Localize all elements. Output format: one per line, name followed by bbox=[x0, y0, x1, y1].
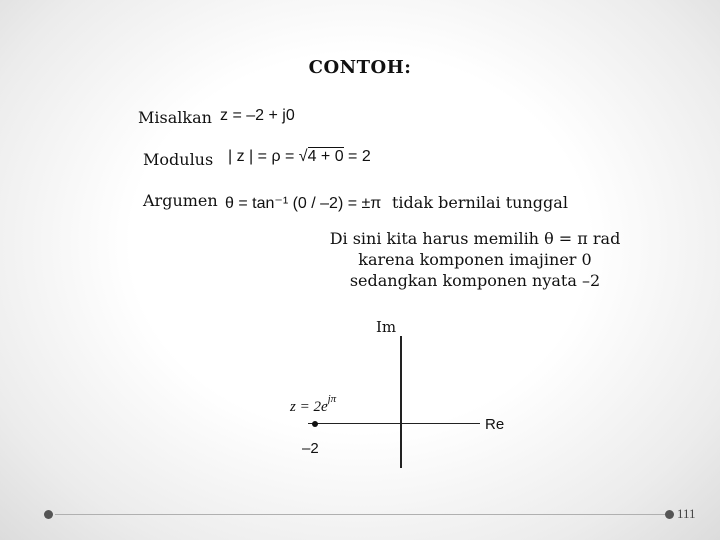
note-line-2: karena komponen imajiner 0 bbox=[358, 250, 592, 269]
modulus-formula-left: | z | = ρ = bbox=[228, 148, 299, 165]
sqrt-symbol: √ bbox=[298, 148, 308, 165]
misalkan-label: Misalkan bbox=[138, 108, 212, 127]
real-axis bbox=[308, 423, 480, 424]
argumen-formula: θ = tan⁻¹ (0 / –2) = ±π bbox=[225, 195, 382, 212]
argumen-label: Argumen bbox=[143, 191, 218, 210]
point-formula-exponent: jπ bbox=[327, 393, 337, 405]
page-number: 111 bbox=[677, 506, 696, 521]
note-line-3: sedangkan komponen nyata –2 bbox=[349, 271, 601, 290]
point-tick-label: –2 bbox=[302, 440, 319, 457]
modulus-formula-right: = 2 bbox=[343, 148, 371, 165]
point-formula bbox=[290, 393, 337, 416]
note-line-1: Di sini kita harus memilih θ = π rad bbox=[329, 229, 621, 248]
argumen-remark: tidak bernilai tunggal bbox=[392, 193, 568, 212]
slide-title: CONTOH: bbox=[308, 57, 412, 78]
im-axis-label: Im bbox=[376, 318, 397, 336]
point-z bbox=[312, 421, 318, 427]
footer-left-bullet bbox=[44, 510, 53, 519]
modulus-formula bbox=[228, 148, 371, 166]
modulus-label: Modulus bbox=[143, 150, 214, 169]
imaginary-axis bbox=[400, 336, 402, 468]
re-axis-label: Re bbox=[485, 416, 505, 433]
misalkan-formula: z = –2 + j0 bbox=[220, 107, 295, 124]
point-formula-base: z = 2e bbox=[290, 399, 328, 415]
modulus-radicand: 4 + 0 bbox=[307, 148, 344, 165]
explanation-note bbox=[300, 228, 650, 291]
footer-right-bullet bbox=[665, 510, 674, 519]
footer-divider bbox=[55, 514, 665, 515]
